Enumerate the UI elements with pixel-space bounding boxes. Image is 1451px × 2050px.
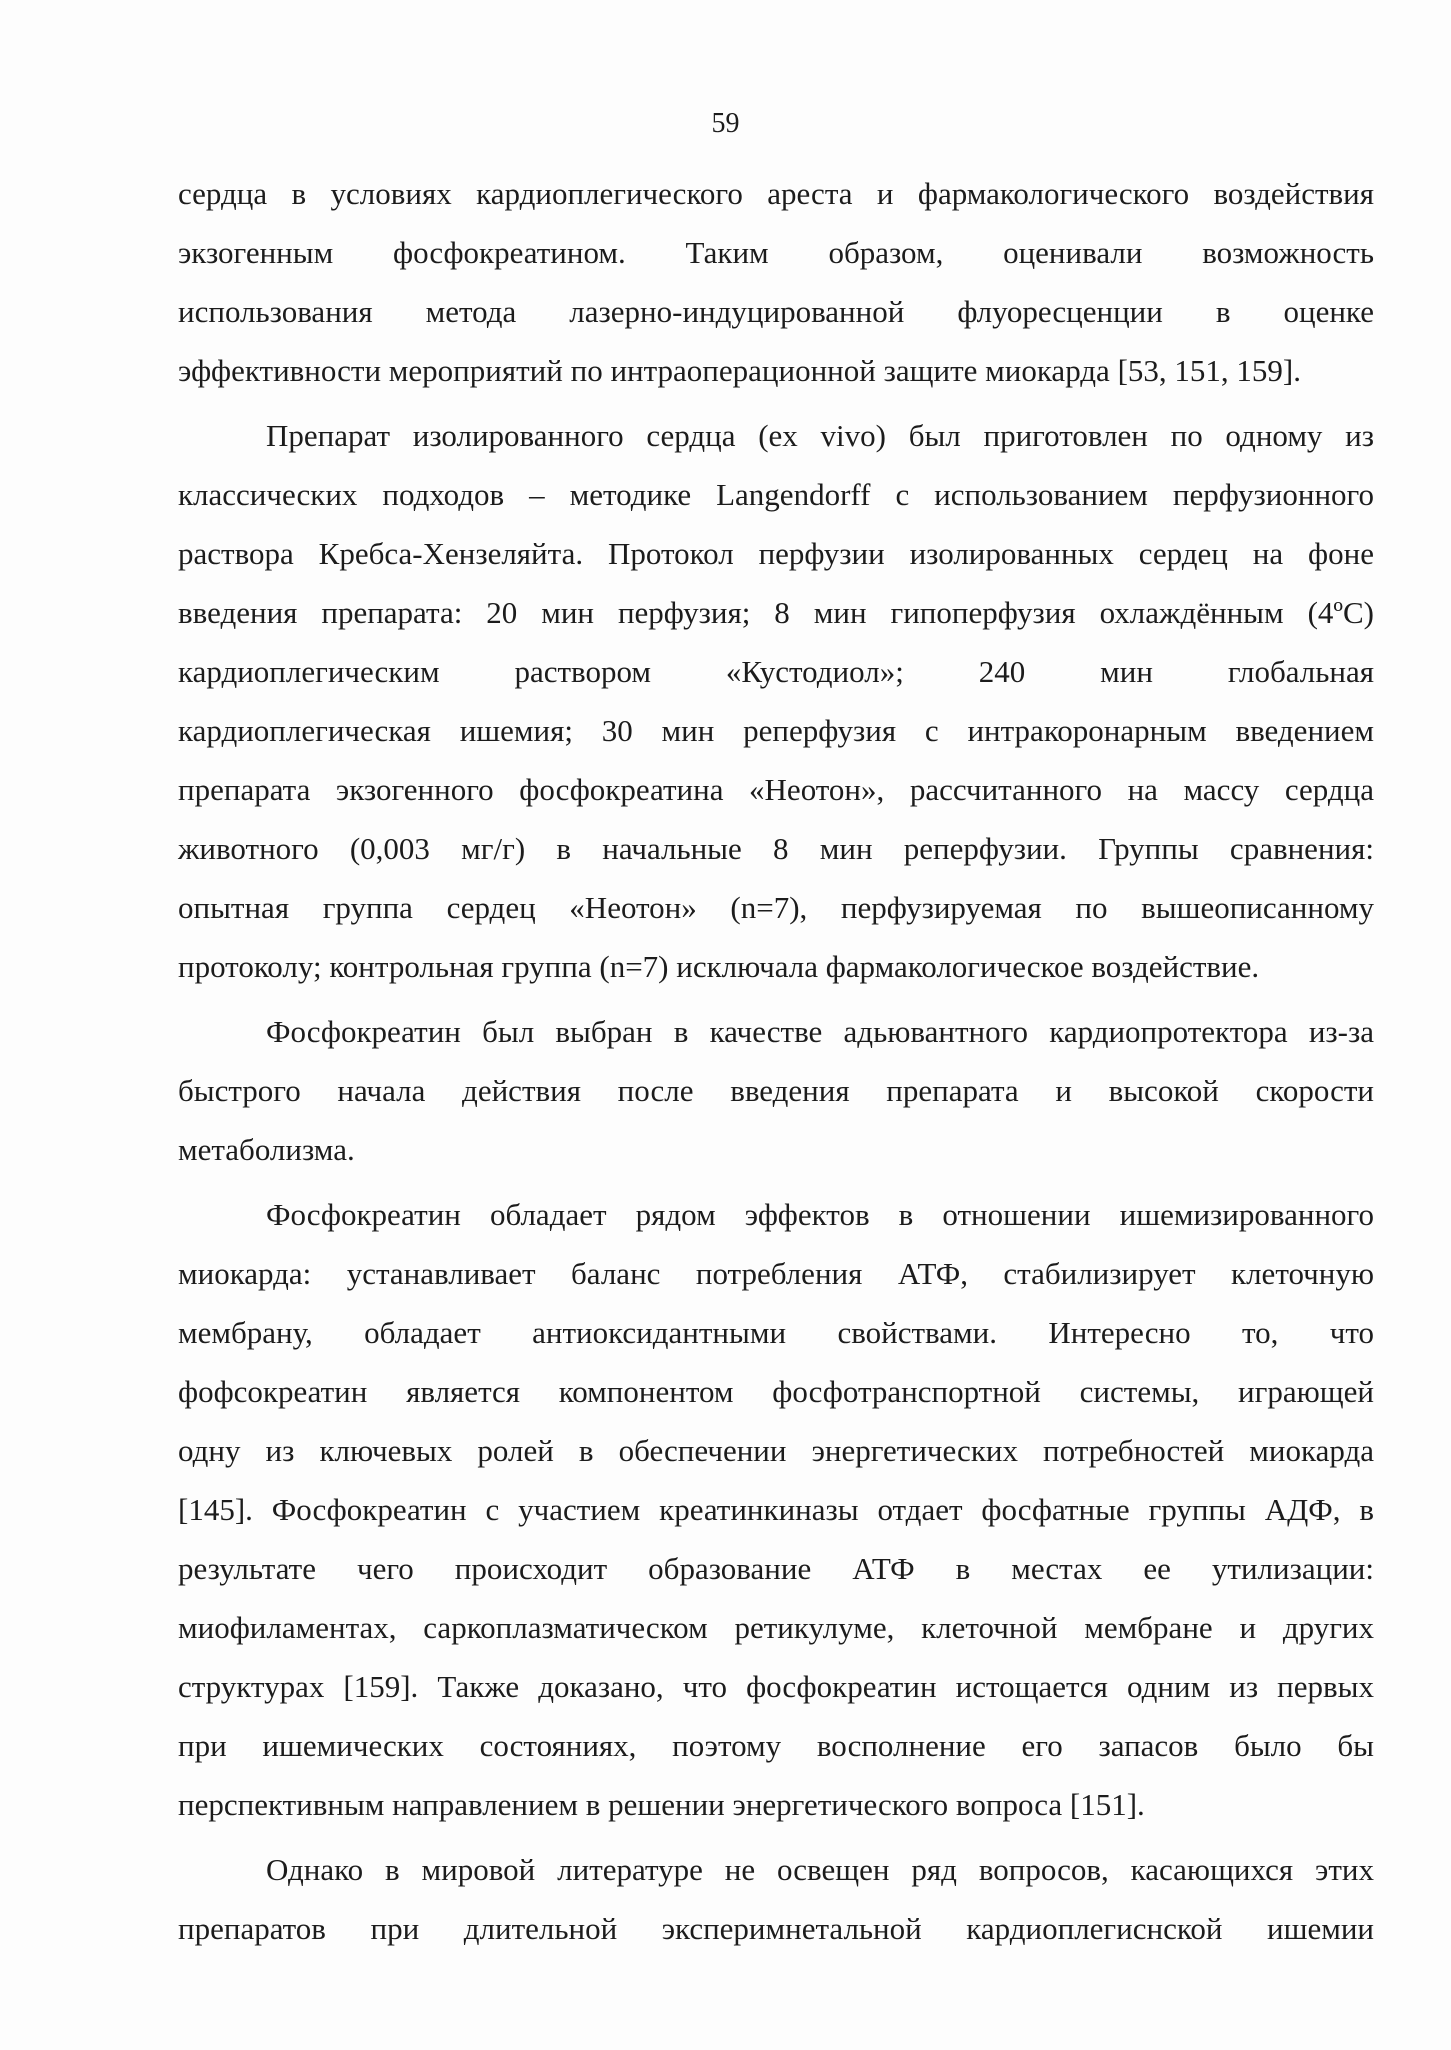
text-line: при ишемических состояниях, поэтому восполнение его запасов было бы [178, 1728, 1374, 1763]
text-line: кардиоплегическим раствором «Кустодиол»; 240 мин глобальная [178, 654, 1374, 689]
body-text [178, 164, 1374, 1958]
text-line: фофсокреатин является компонентом фосфотранспортной системы, играющей [178, 1374, 1374, 1409]
text-line: введения препарата: 20 мин перфузия; 8 мин гипоперфузия охлаждённым (4ºС) [178, 595, 1374, 630]
text-line: мембрану, обладает антиоксидантными свойствами. Интересно то, что [178, 1315, 1374, 1350]
text-line: классических подходов – методике Langendorff с использованием перфузионного [178, 477, 1374, 512]
text-line: препарата экзогенного фосфокреатина «Неотон», рассчитанного на массу сердца [178, 772, 1374, 807]
text-line: животного (0,003 мг/г) в начальные 8 мин реперфузии. Группы сравнения: [178, 831, 1374, 866]
text-line: препаратов при длительной эксперимнетальной кардиоплегиснской ишемии [178, 1911, 1374, 1946]
text-line: структурах [159]. Также доказано, что фосфокреатин истощается одним из первых [178, 1669, 1374, 1704]
text-line: Препарат изолированного сердца (ex vivo) был приготовлен по одному из [266, 418, 1374, 453]
text-line: результате чего происходит образование АТФ в местах ее утилизации: [178, 1551, 1374, 1586]
text-line: метаболизма. [178, 1132, 355, 1167]
text-line: миокарда: устанавливает баланс потребления АТФ, стабилизирует клеточную [178, 1256, 1374, 1291]
text-line: экзогенным фосфокреатином. Таким образом, оценивали возможность [178, 235, 1374, 270]
text-line: перспективным направлением в решении энергетического вопроса [151]. [178, 1787, 1145, 1822]
text-line: одну из ключевых ролей в обеспечении энергетических потребностей миокарда [178, 1433, 1374, 1468]
text-line: Однако в мировой литературе не освещен ряд вопросов, касающихся этих [266, 1852, 1374, 1887]
text-line: Фосфокреатин обладает рядом эффектов в отношении ишемизированного [266, 1197, 1374, 1232]
text-line: сердца в условиях кардиоплегического ареста и фармакологического воздействия [178, 176, 1374, 211]
text-line: опытная группа сердец «Неотон» (n=7), перфузируемая по вышеописанному [178, 890, 1374, 925]
text-line: кардиоплегическая ишемия; 30 мин реперфузия с интракоронарным введением [178, 713, 1374, 748]
text-line: миофиламентах, саркоплазматическом ретикулуме, клеточной мембране и других [178, 1610, 1374, 1645]
page-number: 59 [711, 108, 740, 139]
text-line: эффективности мероприятий по интраоперационной защите миокарда [53, 151, 159]. [178, 353, 1301, 388]
text-line: Фосфокреатин был выбран в качестве адьювантного кардиопротектора из-за [266, 1014, 1374, 1049]
text-line: [145]. Фосфокреатин с участием креатинкиназы отдает фосфатные группы АДФ, в [178, 1492, 1374, 1527]
text-line: использования метода лазерно-индуцированной флуоресценции в оценке [178, 294, 1374, 329]
text-line: раствора Кребса-Хензеляйта. Протокол перфузии изолированных сердец на фоне [178, 536, 1374, 571]
text-line: протоколу; контрольная группа (n=7) исключала фармакологическое воздействие. [178, 949, 1260, 984]
text-line: быстрого начала действия после введения препарата и высокой скорости [178, 1073, 1374, 1108]
